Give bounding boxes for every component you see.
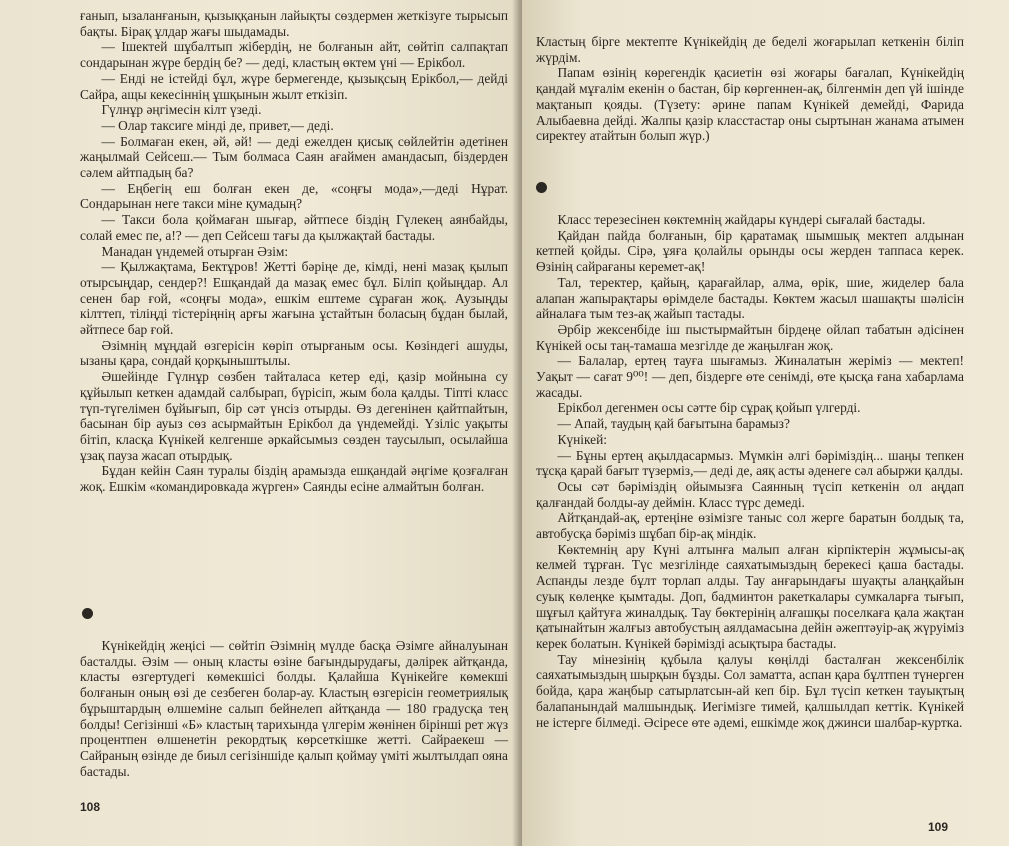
paragraph: — Бұны ертең ақылдасармыз. Мүмкін әлгі бәріміздің... шаңы тепкен тұсқа қарай бағыт түзерміз,— деді де, аяқ асты әденеге сәл абыржи қалды. (536, 447, 964, 479)
paragraph: Қайдан пайда болғанын, бір қаратамақ шымшық мектеп алдынан кетпей қойды. Сірә, ұяға қолайлы орынды осы жерден таппаса керек. Өзінің сайрағаны керемет-ақ! (536, 227, 964, 275)
paragraph: — Такси бола қоймаған шығар, әйтпесе біздің Гүлекең аянбайды, солай емес пе, а!? — деп Сейсеш тағы да қылжақтай бастады. (80, 212, 508, 243)
paragraph: Тал, теректер, қайың, қарағайлар, алма, өрік, шие, жиделер бала алапан жапырақтары өрімделе бастады. Көктем жасыл шашақты шәлісін айналаға тым тез-ақ жайып тастады. (536, 274, 964, 322)
right-section-2 (536, 212, 964, 730)
paragraph: — Болмаған екен, әй, әй! — деді ежелден қисық сөйлейтін әдетінен жаңылмай Сейсеш.— Тым болмаса Саян ағаймен амандасып, біздерден сәлем айтпадың ба? (80, 133, 508, 181)
page-number: 108 (80, 800, 101, 814)
paragraph: — Ішектей шұбалтып жібердің, не болғанын айт, сөйтіп салпақтап сондарынан жүре бердің бе? — деді, кластың өктем үні — Ерікбол. (80, 39, 508, 71)
paragraph: Ерікбол дегенмен осы сәтте бір сұрақ қойып үлгерді. (557, 400, 861, 416)
paragraph: Күнікей: (557, 431, 607, 447)
right-section-1 (536, 34, 964, 144)
paragraph: — Еңбегің еш болған екен де, «соңғы мода»,—деді Нұрат. Сондарынан неге такси міне қумадың? (80, 180, 508, 212)
paragraph: ғанып, ызаланғанын, қызыққанын лайықты сөздермен жеткізуге тырысып бақты. Бірақ ұлдар жағы шыдамады. (80, 8, 508, 39)
paragraph: Айтқандай-ақ, ертеңіне өзімізге таныс сол жерге баратын болдық та, автобусқа бәріміз шұбап бір-ақ міндік. (536, 510, 964, 542)
paragraph: Әшейінде Гүлнұр сөзбен тайталаса кетер еді, қазір мойнына су құйылып кеткен адамдай салбырап, бүрісіп, жым бола қалды. Тіпті класс түп-түгелімен бұйығып, бір сәт үнсіз отырды. Өз дегенінен қайтпайтын, басынан бір ауыз сөз асырмайтын Ерікбол да үндемейді. Үзіліс уақыты бітіп, класқа Күнікей келгенше әркайсымыз сөзден таусылып, осылайша ұзақ пауза жасап отырдық. (80, 369, 508, 463)
paragraph: Күнікейдің жеңісі — сөйтіп Әзімнің мүлде басқа Әзімге айналуынан басталды. Әзім — оның класты өзіне бағындырудағы, дәлірек айтқанда, класты өзгертудегі көмекшісі болды. Қалайша Күнікейге көмекші болғанын оның өзі де сезбеген болар-ау. Кластың өзгерісін геометриялық бұрыштардың өлшеміне салып бейнелеп айтқанда — 180 градусқа тең болды! Сегізінші «Б» кластың тарихында үлгерім жөнінен бірінші рет жүз процентпен өлшенетін рекордтық көрсеткішке жетті. Сайраекеш — Сайраның өзінде де биыл сегізіншіде қалып қоймау үміті жылтылдап ояна бастады. (80, 638, 508, 779)
paragraph: Класс терезесінен көктемнің жайдары күндері сығалай бастады. (557, 212, 926, 227)
paragraph: Көктемнің ару Күні алтынға малып алған кірпіктерін жұмысы-ақ келмей тұрған. Түс мезгілінде саяхатымыздың берекесі қаша бастады. Аспанды лезде бұлт торлап алды. Тау анғарындағы шуақты алаңқайын суық көлеңке қымтады. Доп, бадминтон ракеткалары сумкаларға тығып, шұғыл қайтуға жиналдық. Тау бөктерінің алғашқы поселкаға қала жақтан қатынайтын жалғыз автобустың аялдамасына дейін әжептәуір-ақ жүруіміз керек болатын. Күнікей бәрімізді асықтыра бастады. (536, 541, 964, 651)
paragraph: Тау мінезінің құбыла қалуы көңілді басталған жексенбілік саяхатымыздың шырқын бұзды. Сол заматта, аспан қара бұлтпен түнерген бойда, қара жаңбыр сатырлатсын-ай кеп бір. Бұл түсіп кеткен тауықтың балапанындай малшындық. Иегімізге тимей, қалшылдап кеттік. Күнікей не істерге білмеді. Әсіресе өте әдемі, ешкімде жоқ джинси шалбар-куртка. (536, 651, 964, 730)
paragraph: — Апай, таудың қай бағытына барамыз? (557, 416, 790, 432)
paragraph: Осы сәт бәріміздің ойымызға Саянның түсіп кеткенін ол аңдап қалғандай болды-ау деймін. Класс түрс демеді. (536, 478, 964, 510)
paragraph: Папам өзінің көрегендік қасиетін өзі жоғары бағалап, Күнікейдің қандай мұғалім екенін о бастан, бір көргеннен-ақ, білгенмін деп үй ішінде мақтанып қояды. (Түзету: әрине папам Күнікей демейді, Фарида Алыбаевна дейді. Жалпы қазір класстастар оны сыртынан жанама атымен сиректеу атайтын болып жүр.) (536, 65, 964, 144)
right-page (522, 0, 1009, 846)
left-section-2 (80, 638, 508, 779)
paragraph: Кластың бірге мектепте Күнікейдің де беделі жоғарылап кеткенін біліп жүрдім. (536, 34, 964, 65)
paragraph: Гүлнұр әңгімесін кілт үзеді. (101, 102, 262, 118)
left-section-1 (80, 8, 508, 495)
paragraph: — Енді не істейді бұл, жүре бермегенде, қызықсың Ерікбол,— дейді Сайра, ащы кекесіннің ұшқынын жылт еткізіп. (80, 70, 508, 102)
paragraph: — Қылжақтама, Бектұров! Жетті бәріңе де, кімді, нені мазақ қылып отырсыңдар, сендер?! Ешқандай да мазақ емес бұл. Біліп қойыңдар. Ал сенен бар ғой, «соңғы мода», ешкім ештеме сұраған жоқ. Аузыңды кілттеп, тіліңді тістеріңнің арғы жағына ұстайтын боласың бұдан былай, әйтпесе бар ғой. (80, 259, 508, 338)
page-number: 109 (928, 820, 949, 834)
paragraph: Әзімнің мұңдай өзгерісін көріп отырғаным осы. Көзіндегі ашуды, ызаны қара, сондай қорқыныштылы. (80, 337, 508, 369)
section-bullet-icon (82, 608, 93, 619)
paragraph: — Олар таксиге мінді де, привет,— деді. (101, 117, 334, 133)
paragraph: Бұдан кейін Саян туралы біздің арамызда ешқандай әңгіме қозғалған жоқ. Ешкім «командировкада жүрген» Саянды есіне алмайтын болған. (80, 463, 508, 495)
paragraph: Әрбір жексенбіде іш пыстырмайтын бірдеңе ойлап табатын әдісінен Күнікей осы таң-тамаша мезгілде де жаңылған жоқ. (536, 321, 964, 353)
paragraph: — Балалар, ертең тауға шығамыз. Жиналатын жеріміз — мектеп! Уақыт — сағат 9⁰⁰! — деп, біздерге өте сенімді, өте қысқа ғана хабарлама жасады. (536, 353, 964, 400)
paragraph: Манадан үндемей отырған Әзім: (101, 243, 289, 259)
section-bullet-icon (536, 182, 547, 193)
